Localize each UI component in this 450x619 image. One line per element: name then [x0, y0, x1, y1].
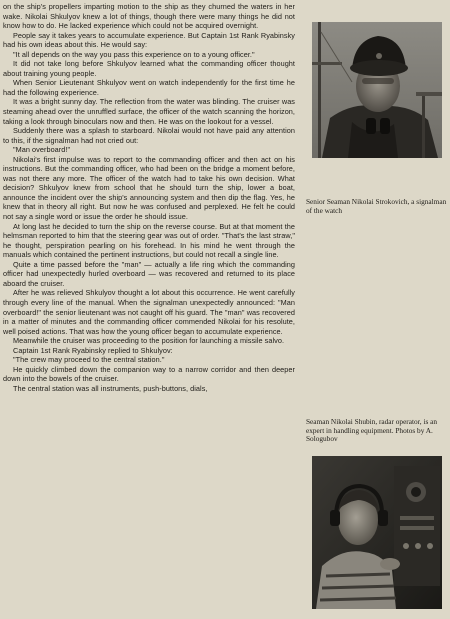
article-paragraph: At long last he decided to turn the ship on the reverse course. But at that moment the helmsman reported to him that the steering gear was out of order. "That's the last straw," he thought, perspiration pearling on his forehead. In his mind he went through the manuals which contained the pertinent instructions, but could not recall a single line.	[3, 221, 295, 260]
article-paragraph: "It all depends on the way you pass this experience on to a young officer."	[13, 49, 255, 59]
article-paragraph: "The crew may proceed to the central station."	[13, 355, 165, 365]
article-paragraph: The central station was all instruments, push-buttons, dials,	[13, 383, 208, 393]
photo-caption-bottom: Seaman Nikolai Shubin, radar operator, is an expert in handling equipment. Photos by A. Sologubov	[306, 417, 438, 444]
article-paragraph: People say it takes years to accumulate experience. But Captain 1st Rank Ryabinsky had his own ideas about this. He would say:	[3, 30, 295, 50]
article-paragraph: "Man overboard!"	[13, 145, 71, 155]
photo-signalman-image	[312, 22, 442, 158]
article-paragraph: Nikolai's first impulse was to report to the commanding officer and then act on his instructions. But the commanding officer, who had been on the bridge a moment before, was not there any more. The officer of the watch had to take his own decision. What decision? Shkulyov knew from school that he should turn the ship, lower a boat, announce the incident over the ship's announcing system and then dip the flag. Yes, he knew that in theory all right. But now he was confused and perplexed. He felt he could not say a single word or issue the order he should issue.	[3, 154, 295, 222]
article-paragraph: Meanwhile the cruiser was proceeding to the position for launching a missile salvo.	[13, 336, 285, 346]
photo-radar-operator	[312, 456, 442, 609]
article-paragraph: on the ship's propellers imparting motion to the ship as they churned the waters in her wake. Nikolai Shkulyov knew a lot of things, though there were many things he did not know how to do. He lacked experience which could not be acquired overnight.	[3, 2, 295, 31]
article-paragraph: It was a bright sunny day. The reflection from the water was blinding. The cruiser was steaming ahead over the unruffled surface, the officer of the watch scanning the horizon, taking a look through binoculars now and then. He was on the lookout for a vessel.	[3, 97, 295, 126]
article-paragraph: It did not take long before Shkulyov learned what the commanding officer thought about training young people.	[3, 59, 295, 78]
photo-caption-top: Senior Seaman Nikolai Strokovich, a signalman of the watch	[306, 197, 447, 215]
photo-radar-operator-image	[312, 456, 442, 609]
article-paragraph: Suddenly there was a splash to starboard. Nikolai would not have paid any attention to this, if the signalman had not cried out:	[3, 126, 295, 145]
article-body	[3, 2, 295, 619]
article-paragraph: After he was relieved Shkulyov thought a lot about this occurrence. He went carefully through every line of the manual. When the signalman unexpectedly announced: "Man overboard!" the senior lieutenant was not caught off his guard. The "man" was recovered in a matter of minutes and the commanding officer commended Nikolai for his resolute, well poised actions. That was how the young officer began to accumulate experience.	[3, 288, 295, 336]
article-paragraph: Quite a time passed before the "man" — actually a life ring which the commanding officer had unexpectedly hurled overboard — was recovered and returned to its place aboard the cruiser.	[3, 259, 295, 288]
article-paragraph: He quickly climbed down the companion way to a narrow corridor and then deeper down into the bowels of the cruiser.	[3, 364, 295, 384]
article-paragraph: When Senior Lieutenant Shkulyov went on watch independently for the first time he had the following experience.	[3, 78, 295, 97]
photo-signalman	[312, 22, 442, 158]
article-paragraph: Captain 1st Rank Ryabinsky replied to Shkulyov:	[13, 345, 173, 355]
